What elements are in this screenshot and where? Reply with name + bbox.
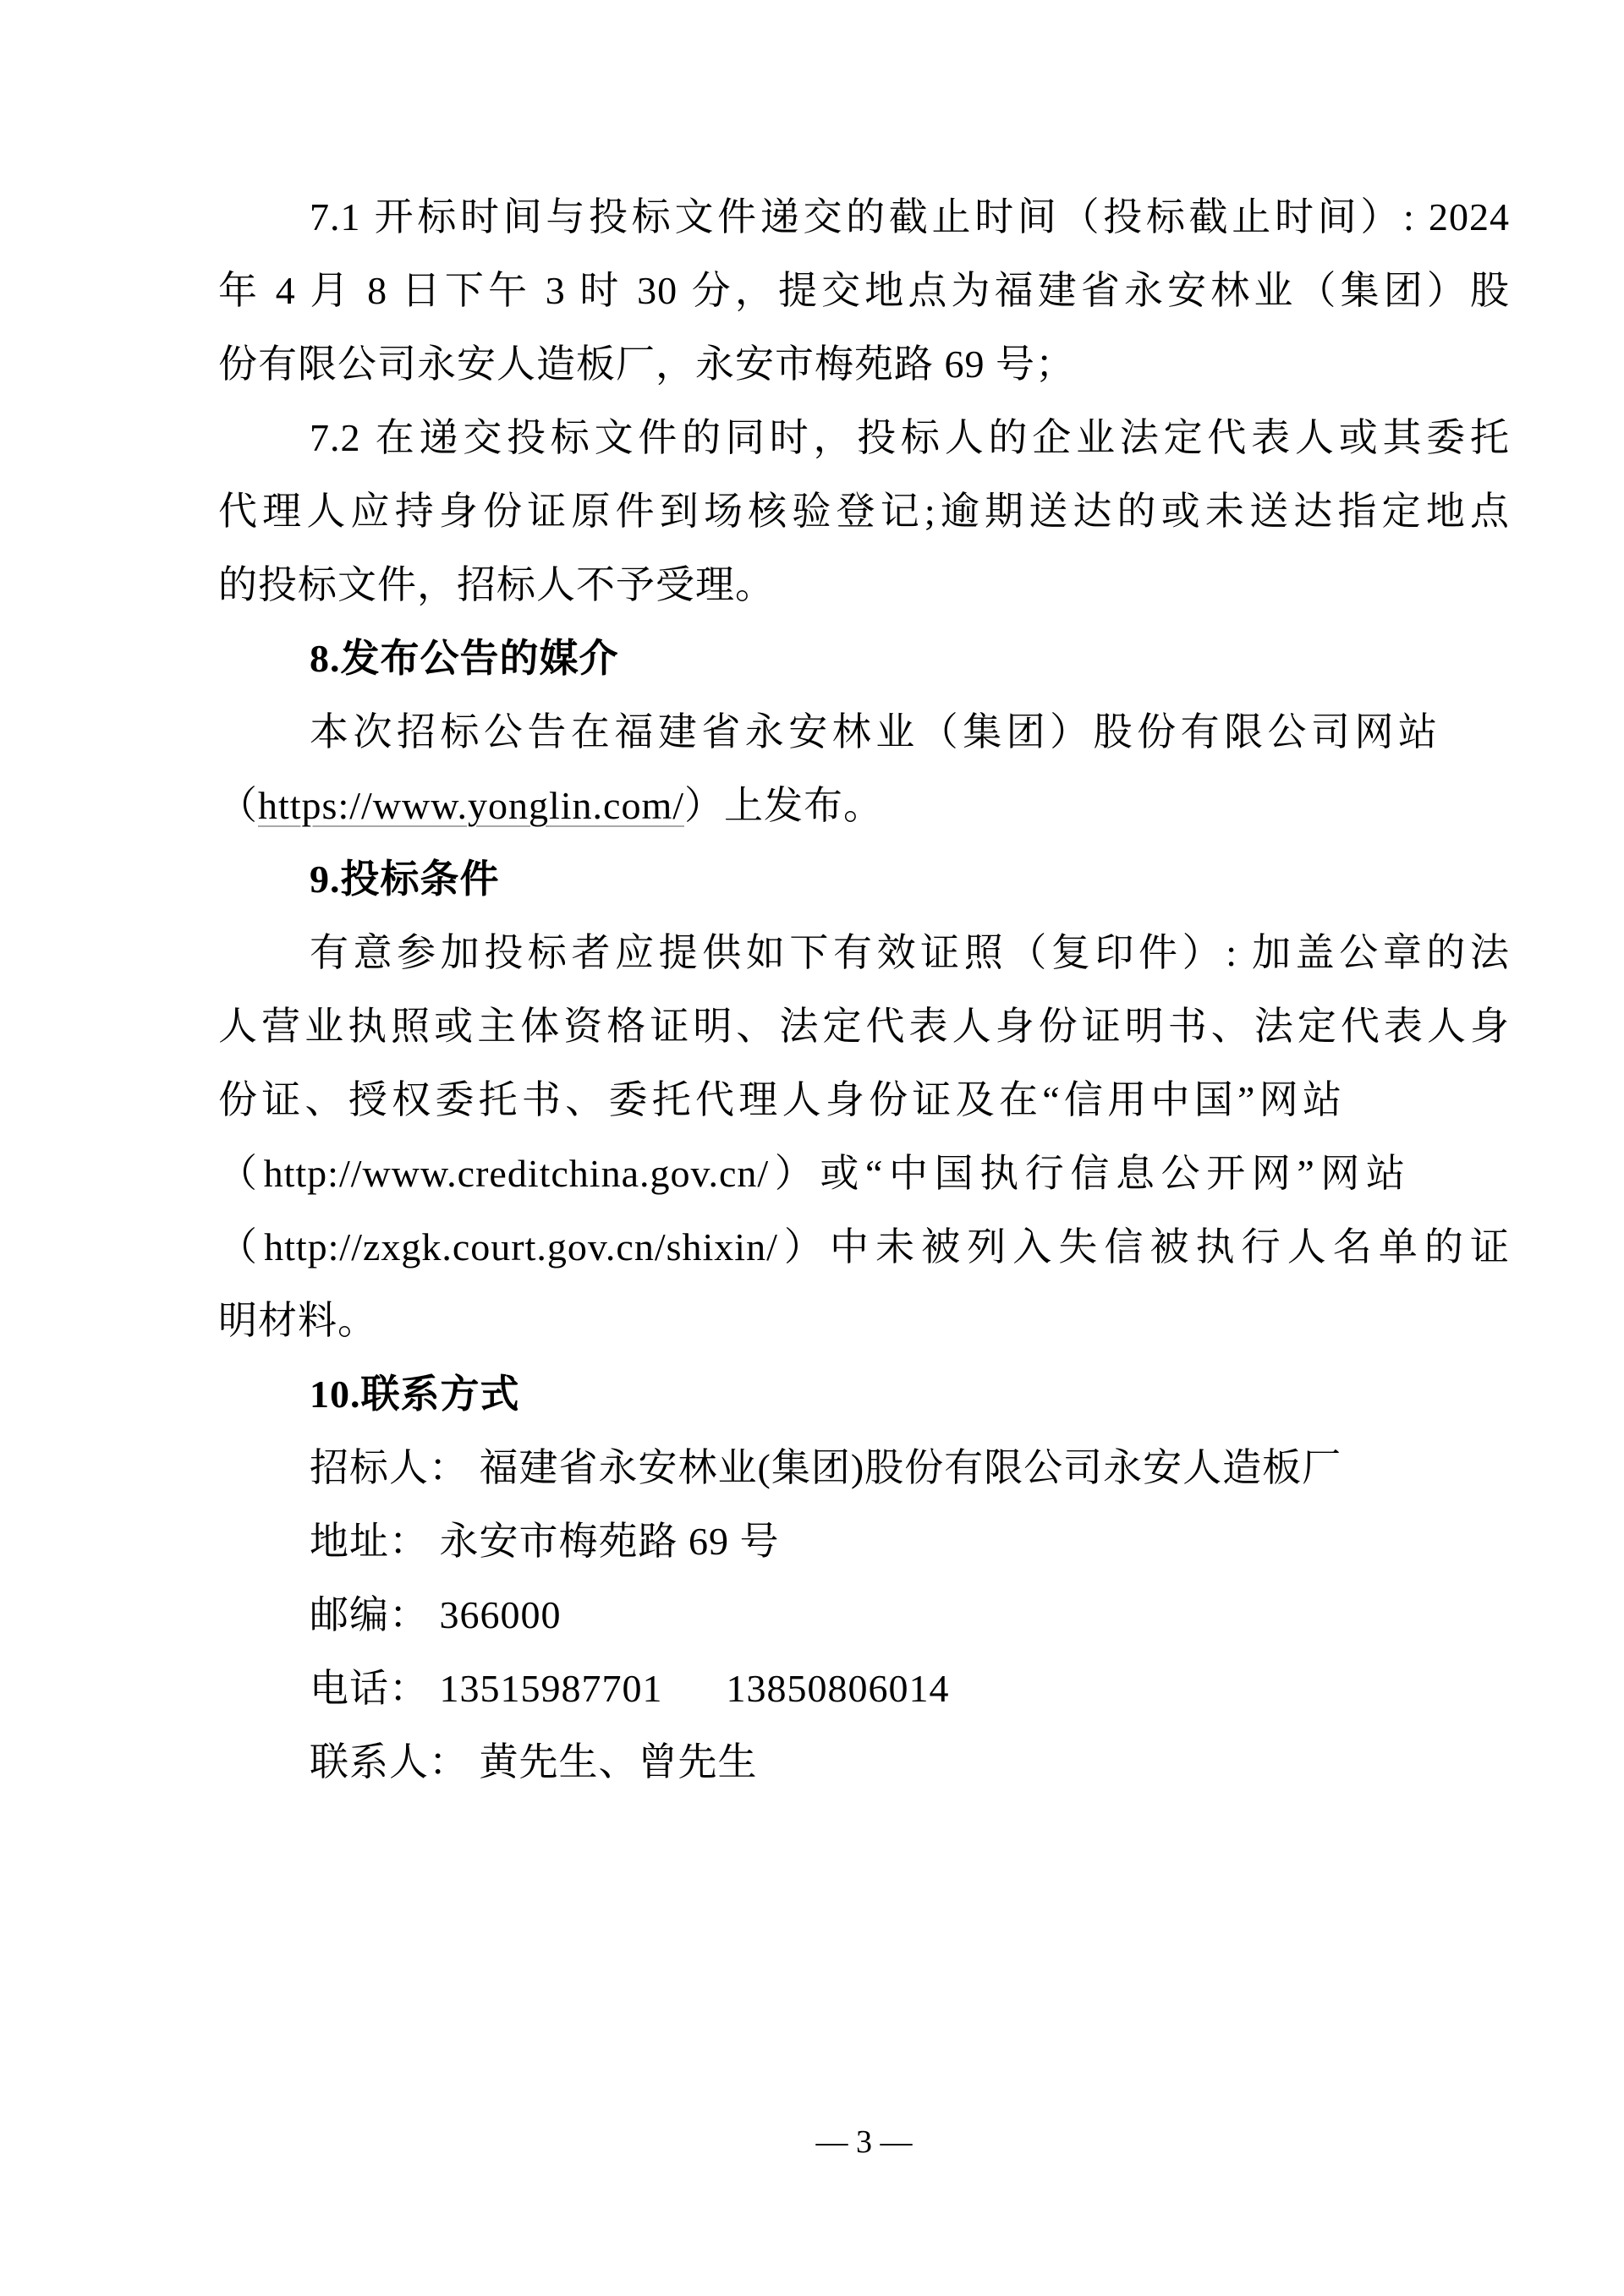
clause-7-2-line-1: 7.2 在递交投标文件的同时，投标人的企业法定代表人或其委托 [310, 416, 1510, 459]
contact-address-line: 地址： 永安市梅苑路 69 号 [310, 1520, 780, 1563]
section-9-line-1: 有意参加投标者应提供如下有效证照（复印件）: 加盖公章的法 [310, 931, 1510, 974]
contact-phone-line: 电话： 13515987701 13850806014 [310, 1667, 950, 1710]
heading-section-10: 10.联系方式 [310, 1373, 520, 1416]
section-9-line-5: （http://zxgk.court.gov.cn/shixin/）中未被列入失信被执行人名单的证 [218, 1225, 1510, 1269]
contact-person-line: 联系人： 黄先生、曾先生 [310, 1740, 758, 1784]
section-9-line-4: （http://www.creditchina.gov.cn/）或“中国执行信息公开网”网站 [218, 1152, 1406, 1195]
paren-open: （ [218, 784, 258, 827]
section-8-line-1: 本次招标公告在福建省永安林业（集团）股份有限公司网站 [310, 710, 1438, 753]
publish-url-line [218, 769, 1510, 842]
page-number: — 3 — [815, 2124, 913, 2160]
contact-tenderer-line: 招标人： 福建省永安林业(集团)股份有限公司永安人造板厂 [310, 1446, 1342, 1489]
publish-suffix: ）上发布。 [684, 784, 884, 827]
clause-7-1-line-1: 7.1 开标时间与投标文件递交的截止时间（投标截止时间）: 2024 [310, 195, 1510, 238]
section-9-line-3: 份证、授权委托书、委托代理人身份证及在“信用中国”网站 [218, 1078, 1342, 1121]
document-content [218, 180, 1510, 1799]
yonglin-url: https://www.yonglin.com/ [258, 784, 685, 827]
clause-7-1-line-3: 份有限公司永安人造板厂，永安市梅苑路 69 号； [218, 342, 1075, 386]
section-9-line-6: 明材料。 [218, 1299, 377, 1342]
clause-7-2-line-2: 代理人应持身份证原件到场核验登记;逾期送达的或未送达指定地点 [218, 490, 1510, 533]
clause-7-1-line-2: 年 4 月 8 日下午 3 时 30 分，提交地点为福建省永安林业（集团）股 [218, 269, 1510, 312]
page-footer [218, 2119, 1510, 2165]
heading-section-8: 8.发布公告的媒介 [310, 637, 619, 680]
contact-postcode-line: 邮编： 366000 [310, 1593, 562, 1636]
heading-section-9: 9.投标条件 [310, 858, 500, 901]
section-9-line-2: 人营业执照或主体资格证明、法定代表人身份证明书、法定代表人身 [218, 1005, 1510, 1048]
clause-7-2-line-3: 的投标文件，招标人不予受理。 [218, 563, 775, 606]
